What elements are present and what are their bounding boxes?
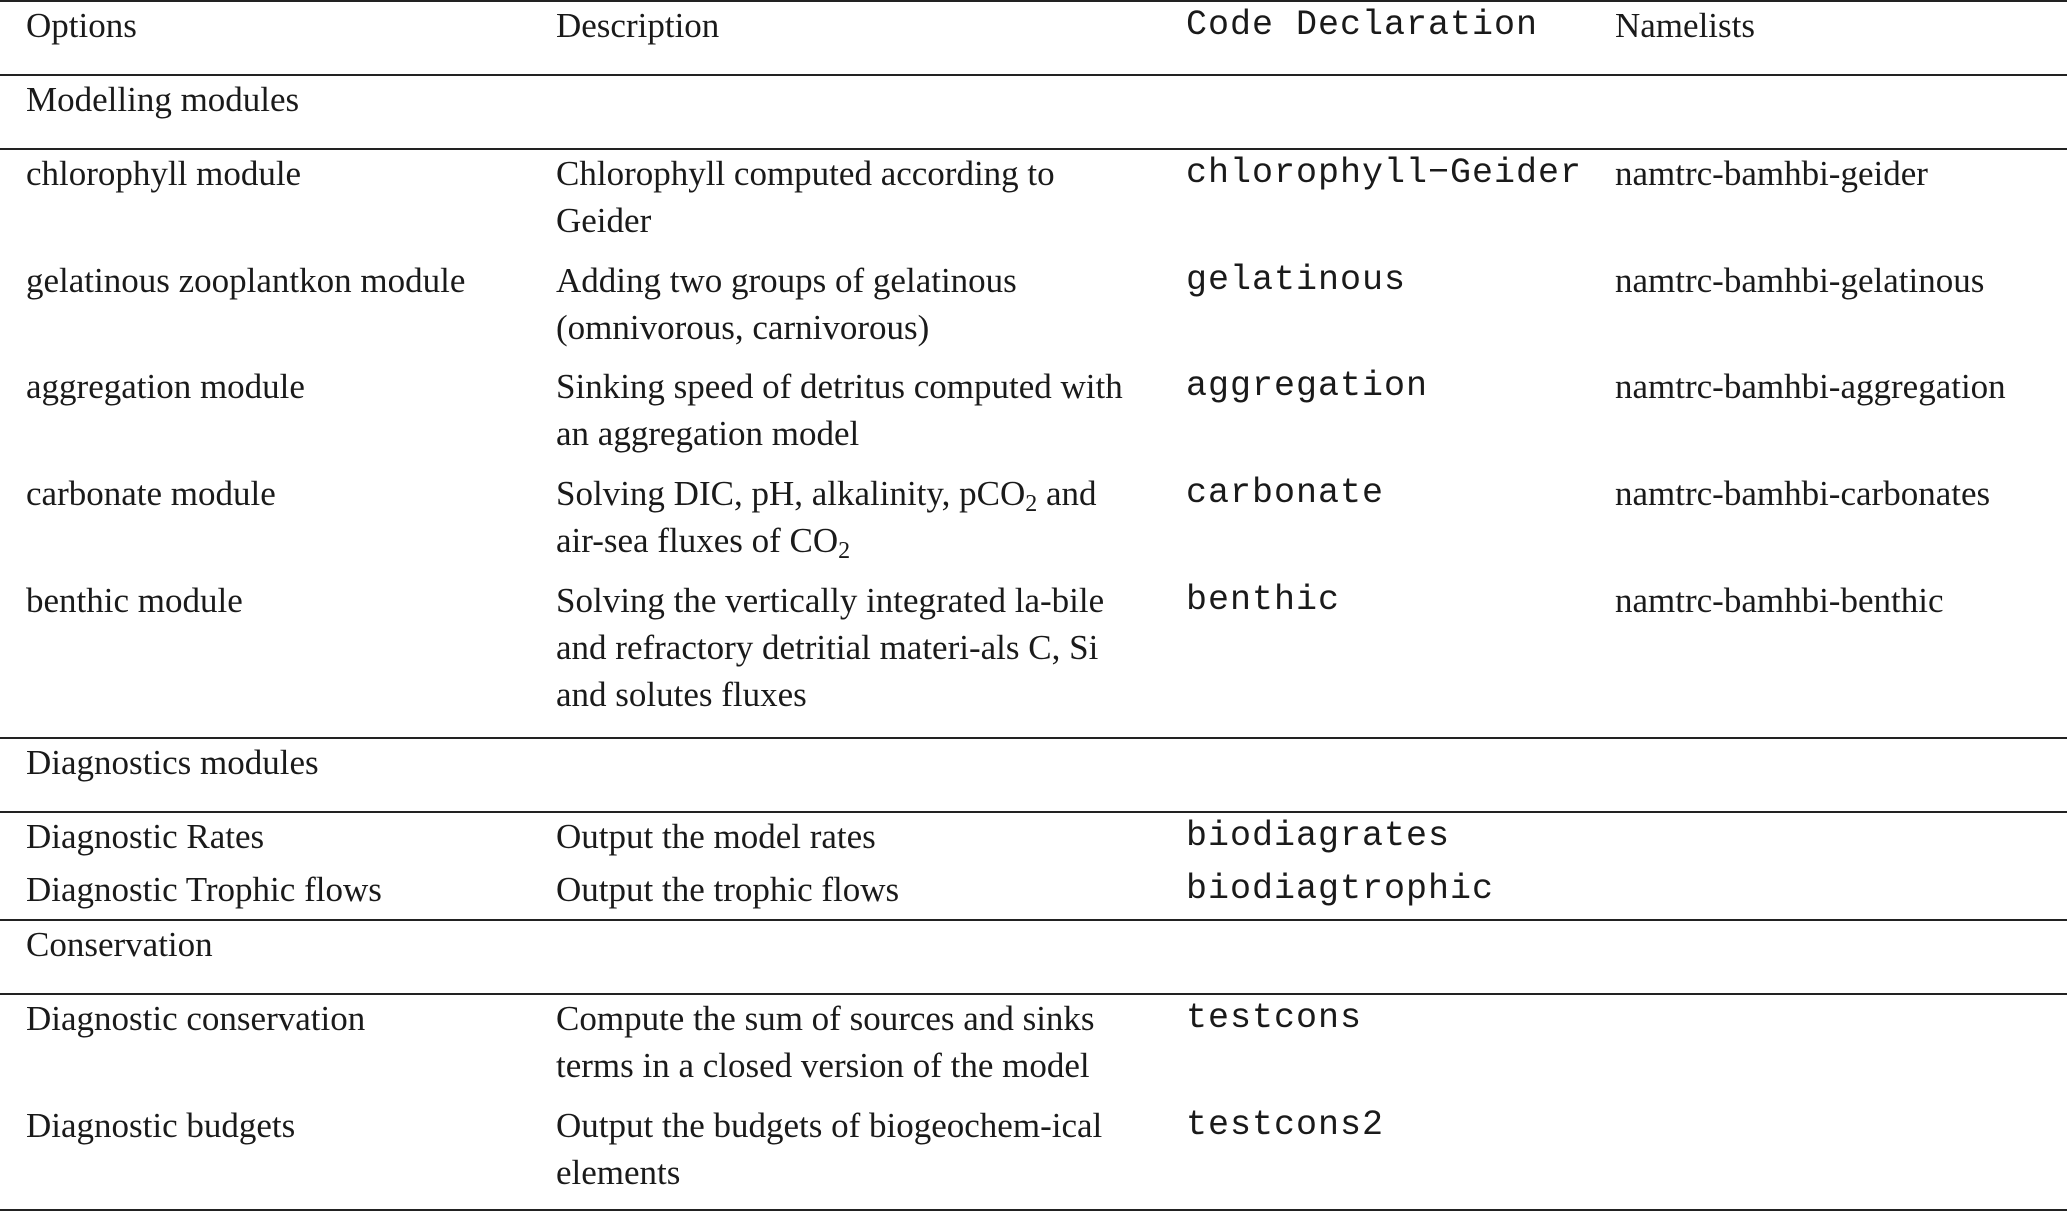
row-namelist <box>1615 812 2067 866</box>
row-option: benthic module <box>0 577 530 738</box>
row-option: Diagnostic Trophic flows <box>0 866 530 920</box>
table-header-row <box>0 1 2067 75</box>
row-namelist: namtrc-bamhbi-aggregation <box>1615 367 2006 407</box>
table-row <box>0 577 2067 738</box>
row-description: Compute the sum of sources and sinks terms in a closed version of the model <box>556 999 1095 1086</box>
section-title-modelling: Modelling modules <box>0 75 2067 149</box>
row-namelist <box>1615 1102 2067 1210</box>
row-option: Diagnostic budgets <box>0 1102 530 1210</box>
table-row <box>0 1102 2067 1210</box>
row-option: Diagnostic conservation <box>26 999 366 1039</box>
row-namelist <box>1615 866 2067 920</box>
row-option: aggregation module <box>26 367 305 407</box>
row-code: carbonate <box>1186 472 1385 513</box>
desc-part: Solving DIC, pH, alkalinity, pCO <box>556 473 1026 513</box>
row-code: testcons2 <box>1150 1102 1615 1210</box>
row-description: Solving the vertically integrated la-bile and refractory detritial materi-als C, Si and solutes fluxes <box>530 577 1150 738</box>
row-description: Adding two groups of gelatinous (omnivorous, carnivorous) <box>556 260 1017 347</box>
section-title-conservation: Conservation <box>0 920 2067 994</box>
row-namelist: namtrc-bamhbi-gelatinous <box>1615 260 1985 300</box>
row-code: biodiagtrophic <box>1150 866 1615 920</box>
row-code: gelatinous <box>1186 259 1407 300</box>
row-option: Diagnostic Rates <box>26 816 265 856</box>
row-namelist <box>1615 994 2067 1102</box>
row-description <box>530 470 1150 577</box>
header-namelists: Namelists <box>1615 1 2067 75</box>
table-row <box>0 257 2067 364</box>
table-row <box>0 363 2067 470</box>
table-row <box>0 812 2067 866</box>
row-description: Output the model rates <box>556 816 876 856</box>
row-option: chlorophyll module <box>26 154 302 193</box>
row-namelist: namtrc-bamhbi-geider <box>1615 154 1928 193</box>
row-namelist: namtrc-bamhbi-benthic <box>1615 577 2067 738</box>
section-title-diagnostics: Diagnostics modules <box>0 738 2067 812</box>
table-row <box>0 994 2067 1102</box>
desc-subscript: 2 <box>838 537 851 564</box>
row-option: carbonate module <box>26 473 276 513</box>
header-code-declaration: Code Declaration <box>1150 1 1615 75</box>
section-row-diagnostics <box>0 738 2067 812</box>
table-row <box>0 470 2067 577</box>
row-namelist: namtrc-bamhbi-carbonates <box>1615 473 1991 513</box>
row-description: Output the trophic flows <box>530 866 1150 920</box>
table-row <box>0 866 2067 920</box>
row-option: gelatinous zooplantkon module <box>26 260 466 300</box>
row-description: Sinking speed of detritus computed with an aggregation model <box>556 367 1123 454</box>
row-code: benthic <box>1150 577 1615 738</box>
desc-part: and air-sea fluxes of CO <box>556 473 1097 560</box>
desc-subscript: 2 <box>1025 490 1038 517</box>
row-code: chlorophyll−Geider <box>1186 153 1583 193</box>
row-description: Chlorophyll computed according to Geider <box>556 154 1055 240</box>
row-code: biodiagrates <box>1186 815 1451 856</box>
header-description: Description <box>530 1 1150 75</box>
section-row-modelling <box>0 75 2067 149</box>
header-options: Options <box>0 1 530 75</box>
row-code: aggregation <box>1186 366 1429 407</box>
section-row-conservation <box>0 920 2067 994</box>
table-row <box>0 149 2067 257</box>
row-code: testcons <box>1186 998 1363 1039</box>
row-description: Output the budgets of biogeochem-ical elements <box>530 1102 1150 1210</box>
